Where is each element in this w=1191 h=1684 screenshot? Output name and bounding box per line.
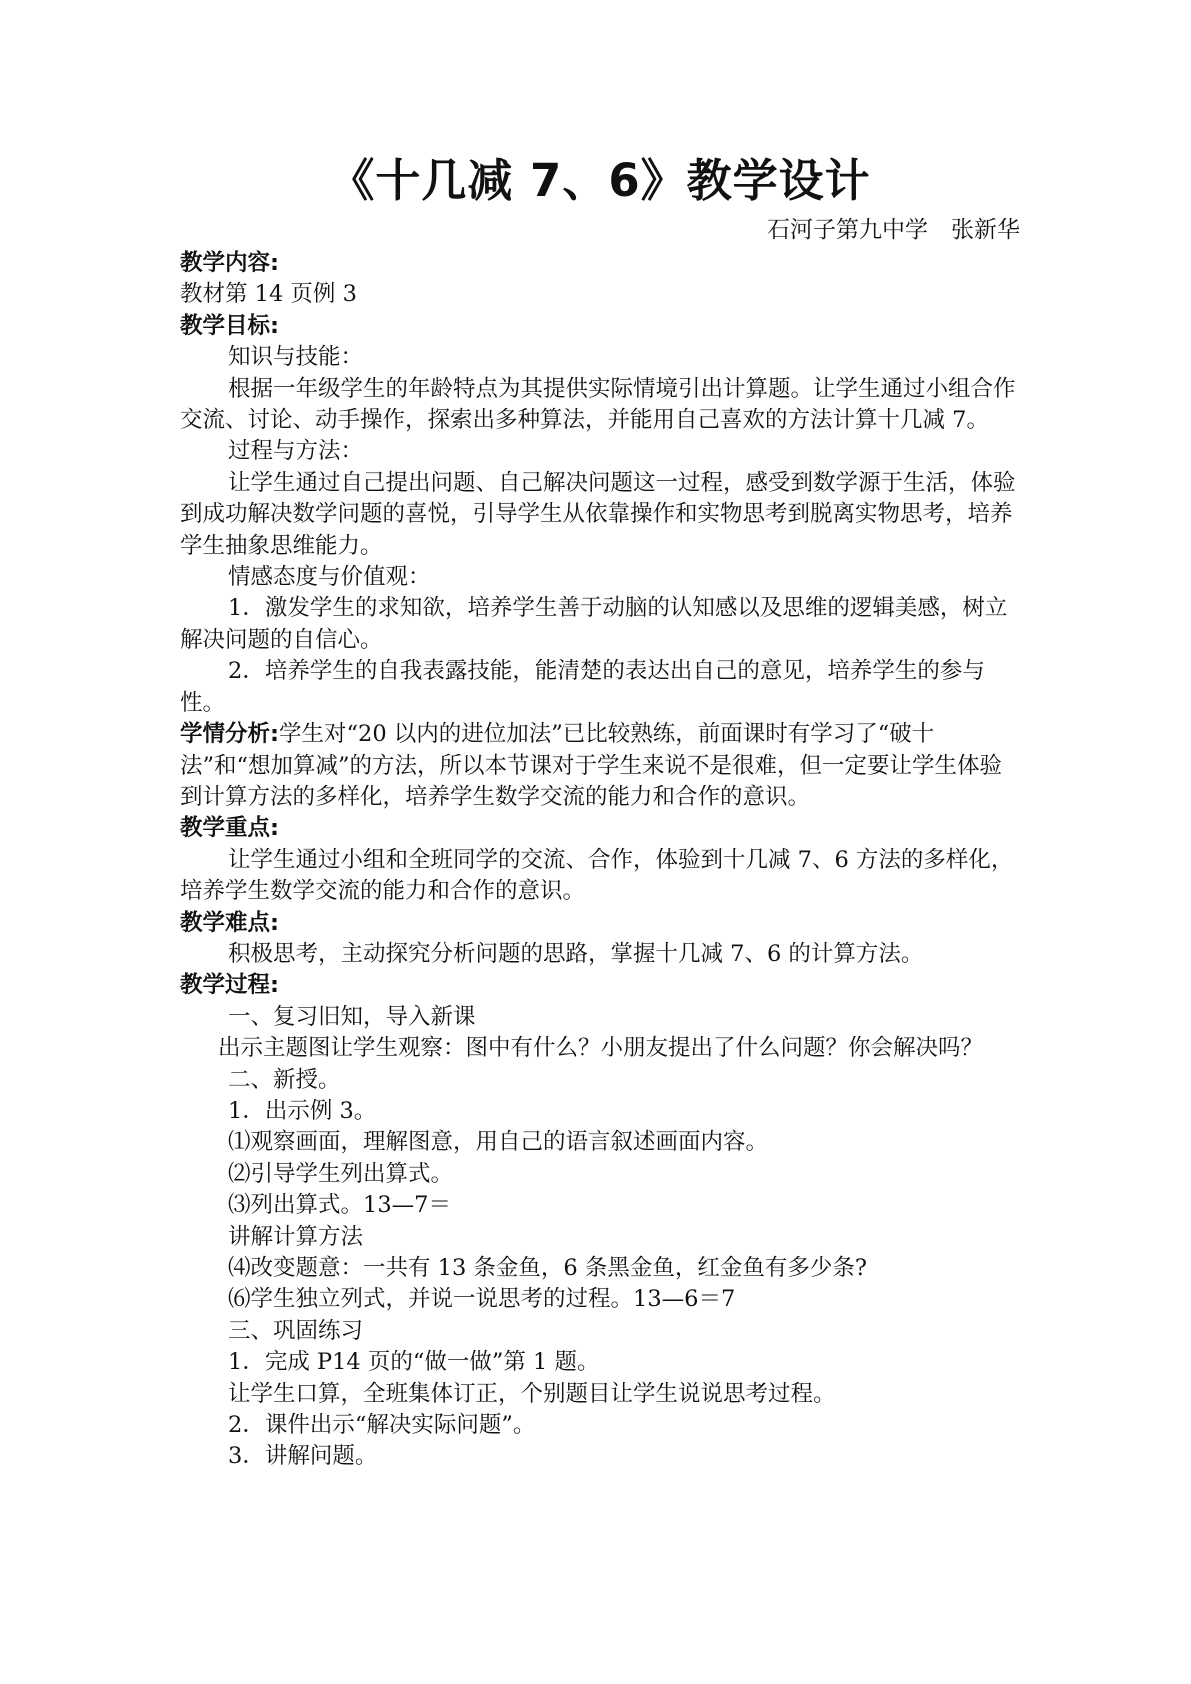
goal3-label: 情感态度与价值观：: [228, 564, 431, 591]
goal2-text: 让学生通过自己提出问题、自己解决问题这一过程，感受到数学源于生活，体验到成功解决数学问题的喜悦，引导学生从依靠操作和实物思考到脱离实物思考，培养学生抽象思维能力。: [180, 469, 1016, 559]
process-line: 出示主题图让学生观察：图中有什么？小朋友提出了什么问题？你会解决吗？: [218, 1035, 984, 1062]
goal1-label: 知识与技能：: [228, 344, 364, 371]
section-heading-analysis: 学情分析:: [180, 721, 279, 748]
process-line: 二、新授。: [228, 1066, 341, 1093]
process-line: ⑵引导学生列出算式。: [228, 1160, 454, 1187]
process-line: 1．出示例 3。: [228, 1097, 377, 1124]
process-line: ⑷改变题意：一共有 13 条金鱼，6 条黑金鱼，红金鱼有多少条?: [228, 1255, 867, 1281]
goal2-label: 过程与方法：: [228, 438, 364, 465]
section-heading-process: 教学过程:: [180, 972, 279, 999]
goal1-text: 根据一年级学生的年龄特点为其提供实际情境引出计算题。让学生通过小组合作交流、讨论、动手操作，探索出多种算法，并能用自己喜欢的方法计算十几减 7。: [180, 375, 1016, 434]
section-heading-key: 教学重点:: [180, 815, 279, 842]
section-heading-difficulty: 教学难点:: [180, 909, 279, 936]
process-line: 1．完成 P14 页的“做一做”第 1 题。: [228, 1349, 600, 1376]
process-line: 一、复习旧知，导入新课: [228, 1003, 476, 1030]
process-line: ⑶列出算式。13—7＝: [228, 1192, 451, 1219]
process-line: 三、巩固练习: [228, 1317, 364, 1344]
key-text: 让学生通过小组和全班同学的交流、合作，体验到十几减 7、6 方法的多样化，培养学生数学交流的能力和合作的意识。: [180, 846, 1014, 905]
process-line: ⑴观察画面，理解图意，用自己的语言叙述画面内容。: [228, 1129, 769, 1156]
author-line: 石河子第九中学 张新华: [767, 217, 1020, 243]
document-page: [180, 150, 1020, 1473]
document-title: 《十几减 7、6》教学设计: [329, 154, 871, 207]
goal3-item1: 1．激发学生的求知欲，培养学生善于动脑的认知感以及思维的逻辑美感，树立解决问题的自信心。: [180, 595, 1008, 653]
process-line: 2．课件出示“解决实际问题”。: [228, 1412, 536, 1439]
process-line: 让学生口算，全班集体订正，个别题目让学生说说思考过程。: [228, 1380, 836, 1407]
analysis-paragraph: [180, 719, 1020, 813]
content-text: 教材第 14 页例 3: [180, 281, 357, 308]
process-line: ⑹学生独立列式，并说一说思考的过程。13—6＝7: [228, 1286, 736, 1313]
process-line: 讲解计算方法: [228, 1223, 364, 1250]
goal3-item2: 2．培养学生的自我表露技能，能清楚的表达出自己的意见，培养学生的参与性。: [180, 658, 985, 716]
section-heading-goals: 教学目标:: [180, 312, 279, 339]
section-heading-content: 教学内容:: [180, 250, 279, 276]
process-line: 3．讲解问题。: [228, 1443, 378, 1470]
difficulty-text: 积极思考，主动探究分析问题的思路，掌握十几减 7、6 的计算方法。: [228, 940, 924, 967]
analysis-text: 学生对“20 以内的进位加法”已比较熟练，前面课时有学习了“破十法”和“想加算减”的方法，所以本节课对于学生来说不是很难，但一定要让学生体验到计算方法的多样化，培养学生数学交流的能力和合作的意识。: [180, 721, 1003, 810]
